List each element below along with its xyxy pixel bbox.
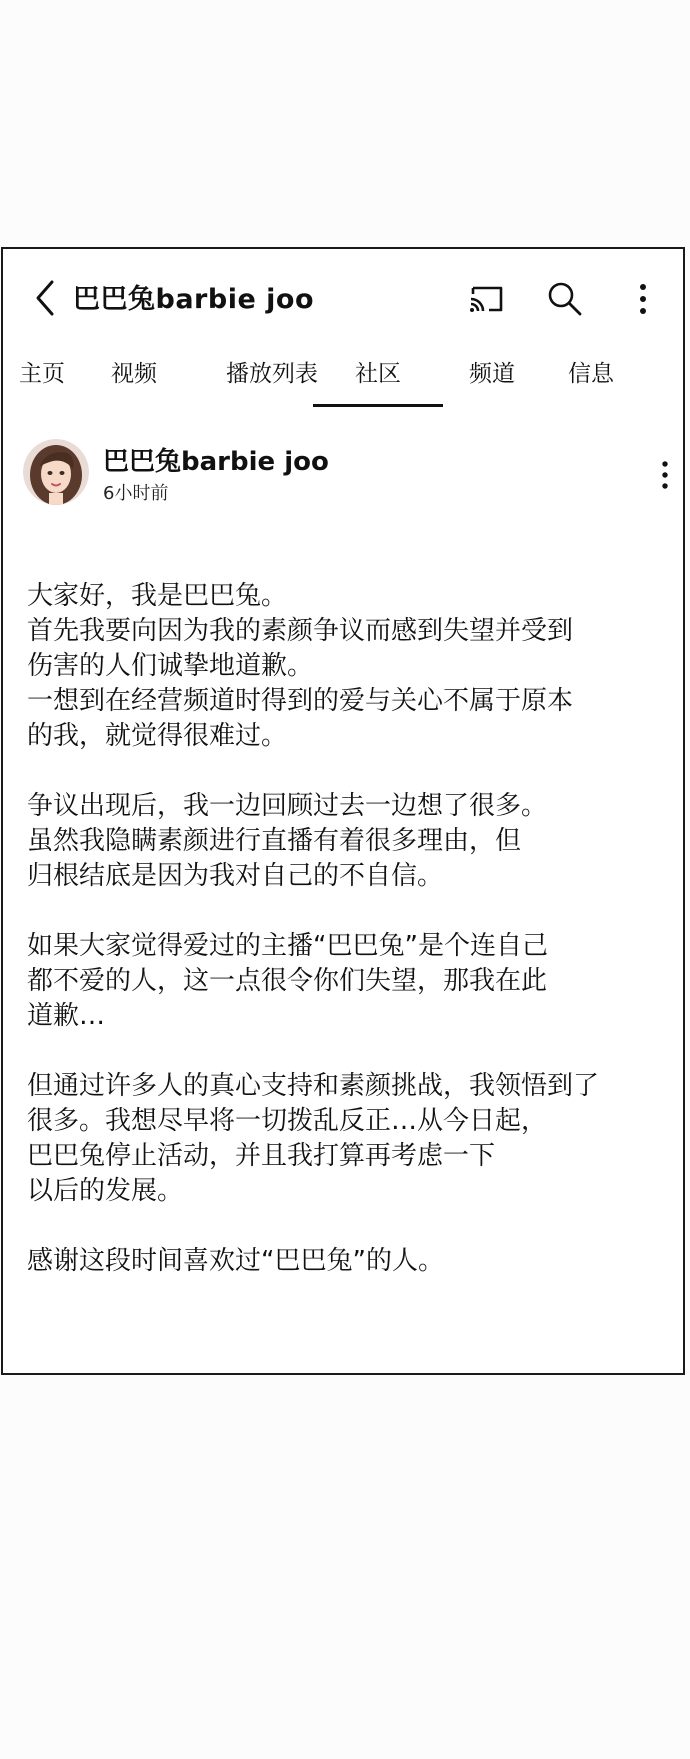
post-line: 但通过许多人的真心支持和素颜挑战，我领悟到了 bbox=[27, 1071, 600, 1101]
search-icon bbox=[546, 280, 584, 318]
post-line: 巴巴兔停止活动，并且我打算再考虑一下 bbox=[27, 1141, 496, 1171]
more-vert-icon bbox=[660, 460, 670, 490]
post-line: 很多。我想尽早将一切拨乱反正…从今日起， bbox=[27, 1106, 548, 1136]
app-bar bbox=[3, 249, 683, 349]
post-paragraph bbox=[27, 789, 677, 894]
back-button[interactable] bbox=[25, 273, 65, 323]
channel-title: 巴巴兔barbie joo bbox=[73, 284, 315, 315]
post-line: 争议出现后，我一边回顾过去一边想了很多。 bbox=[27, 791, 548, 821]
more-vert-icon bbox=[637, 282, 649, 316]
post-line: 如果大家觉得爱过的主播“巴巴兔”是个连自己 bbox=[27, 931, 548, 961]
tab-videos[interactable]: 视频 bbox=[111, 361, 157, 387]
post-paragraph bbox=[27, 1244, 677, 1279]
post-line: 都不爱的人，这一点很令你们失望，那我在此 bbox=[27, 966, 548, 996]
post-paragraph bbox=[27, 1069, 677, 1209]
post-line: 归根结底是因为我对自己的不自信。 bbox=[27, 861, 444, 891]
tab-about[interactable]: 信息 bbox=[568, 361, 614, 387]
phone-screen bbox=[1, 247, 685, 1375]
cast-icon bbox=[467, 282, 507, 316]
post-line: 一想到在经营频道时得到的爱与关心不属于原本 bbox=[27, 686, 574, 716]
more-options-button[interactable] bbox=[621, 279, 665, 319]
post-body bbox=[27, 579, 677, 1314]
avatar-illustration bbox=[23, 439, 89, 505]
post-paragraph bbox=[27, 579, 677, 754]
back-arrow-icon bbox=[32, 278, 58, 318]
tab-community[interactable]: 社区 bbox=[313, 349, 443, 407]
search-button[interactable] bbox=[543, 279, 587, 319]
post-line: 首先我要向因为我的素颜争议而感到失望并受到 bbox=[27, 616, 574, 646]
post-line: 虽然我隐瞒素颜进行直播有着很多理由，但 bbox=[27, 826, 522, 856]
cast-button[interactable] bbox=[465, 279, 509, 319]
avatar[interactable] bbox=[23, 439, 89, 505]
post-timestamp: 6小时前 bbox=[103, 483, 169, 504]
post-header bbox=[3, 439, 683, 519]
channel-tabs bbox=[3, 349, 683, 407]
post-line: 道歉… bbox=[27, 1001, 106, 1031]
post-more-button[interactable] bbox=[653, 455, 677, 495]
tab-channels[interactable]: 频道 bbox=[469, 361, 515, 387]
post-line: 大家好，我是巴巴兔。 bbox=[27, 581, 288, 611]
post-line: 伤害的人们诚挚地道歉。 bbox=[27, 651, 314, 681]
post-line: 的我，就觉得很难过。 bbox=[27, 721, 288, 751]
post-line: 以后的发展。 bbox=[27, 1176, 184, 1206]
post-paragraph bbox=[27, 929, 677, 1034]
tab-playlists[interactable]: 播放列表 bbox=[226, 361, 318, 387]
tab-home[interactable]: 主页 bbox=[19, 361, 65, 387]
post-author-name[interactable]: 巴巴兔barbie joo bbox=[103, 447, 329, 477]
post-line: 感谢这段时间喜欢过“巴巴兔”的人。 bbox=[27, 1246, 444, 1276]
